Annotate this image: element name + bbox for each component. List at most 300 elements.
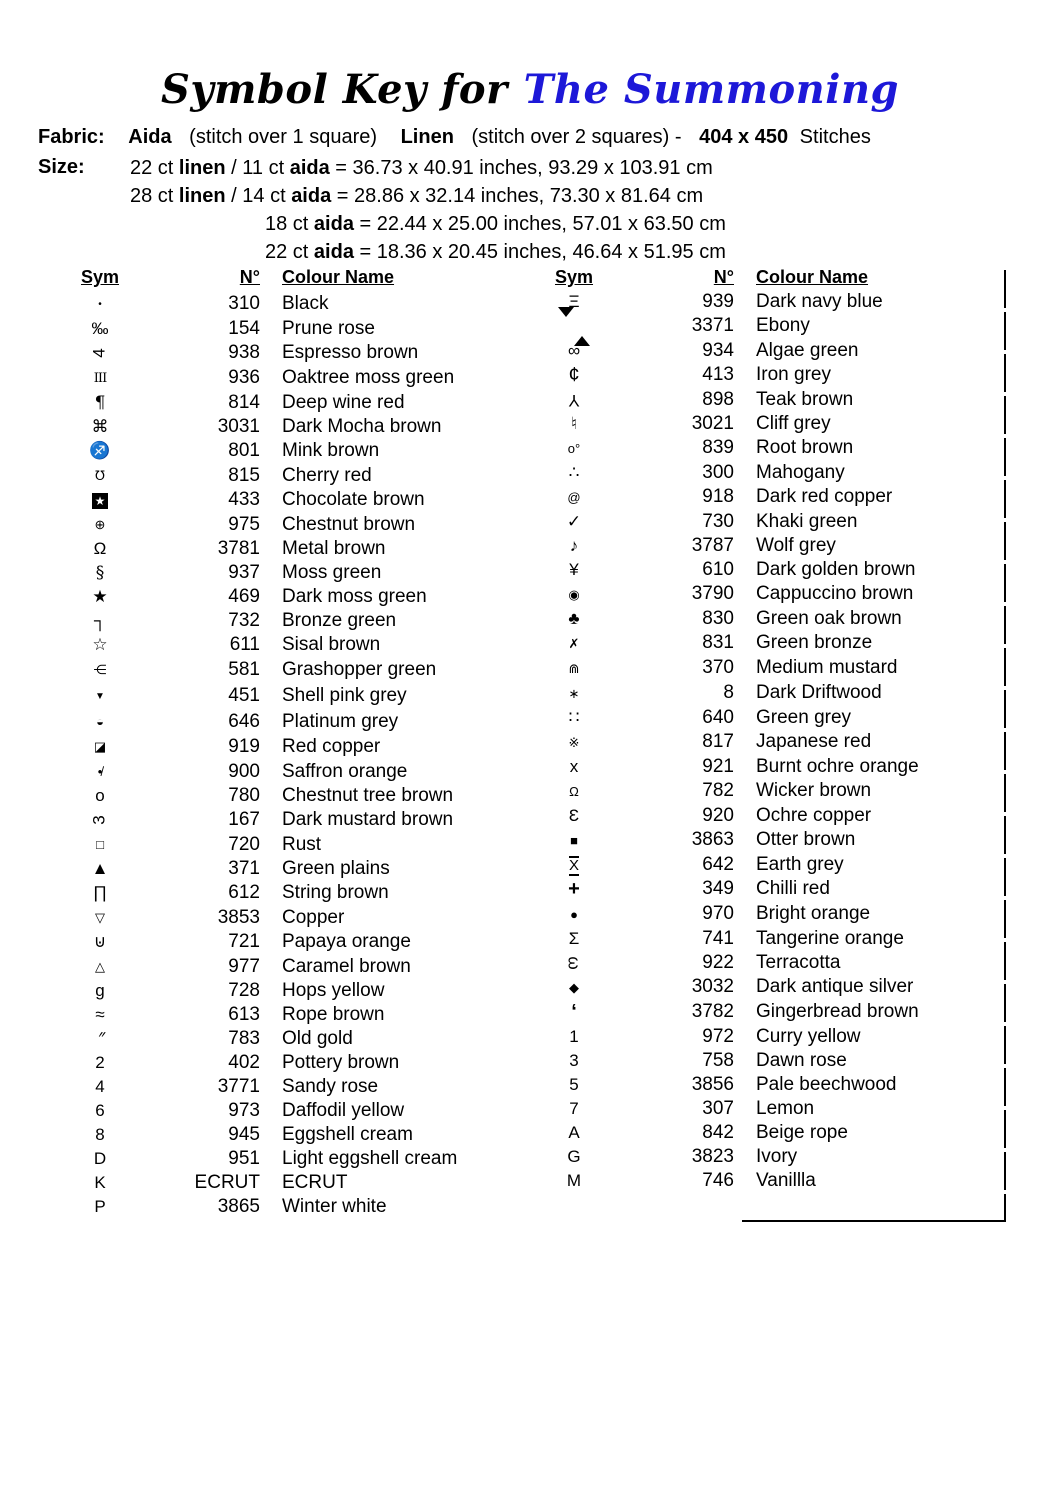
colour-name: Espresso brown [282, 342, 419, 363]
stitch-symbol: @ [567, 489, 581, 505]
colour-name: Ochre copper [756, 804, 872, 826]
colour-name: Japanese red [756, 731, 872, 753]
stitch-symbol: ⌘ [91, 417, 109, 436]
key-row [536, 927, 994, 951]
colour-name: Green grey [756, 706, 852, 728]
key-row [536, 656, 994, 681]
size-line: 22 ct linen / 11 ct aida = 36.73 x 40.91 inches, 93.29 x 103.91 cm [130, 157, 713, 179]
colour-name: Green plains [282, 858, 390, 879]
thread-number: 920 [702, 804, 734, 826]
bottom-rule [742, 1220, 1006, 1222]
header-sym: Sym [80, 267, 120, 287]
stitch-symbol: ★ [92, 493, 108, 509]
thread-number: 3781 [217, 538, 260, 559]
thread-number: 973 [228, 1100, 260, 1121]
stitch-symbol: ※ [568, 734, 580, 750]
stitch-symbol [558, 315, 590, 339]
thread-number: 720 [228, 833, 260, 855]
key-row [62, 1171, 520, 1195]
key-row [62, 512, 520, 537]
colour-name: String brown [282, 882, 389, 903]
colour-name: Vanillla [756, 1169, 816, 1191]
key-row [62, 657, 520, 682]
colour-name: Old gold [282, 1028, 353, 1049]
stitch-symbol: ∴ [568, 462, 580, 482]
stitch-symbol: ¢ [568, 363, 580, 386]
thread-number: 936 [228, 367, 260, 388]
stitch-symbol: A [568, 1122, 580, 1142]
colour-name: Ivory [756, 1145, 798, 1167]
stitch-symbol: ‰ [91, 319, 109, 338]
colour-name: Pottery brown [282, 1052, 400, 1073]
thread-number: 3790 [691, 583, 734, 605]
colour-name: Platinum grey [282, 710, 399, 732]
thread-number: 977 [228, 955, 260, 977]
thread-number: 613 [228, 1004, 260, 1025]
fabric-aida: Aida [128, 126, 172, 148]
colour-name: Terracotta [756, 951, 841, 973]
stitch-symbol: ≈ [95, 1005, 105, 1024]
key-table-right [536, 264, 994, 1193]
thread-number: 732 [228, 610, 260, 631]
colour-name: Tangerine orange [756, 927, 904, 949]
stitch-symbol: ω [565, 955, 584, 970]
thread-number: 3021 [691, 412, 734, 434]
key-row [62, 905, 520, 930]
key-row [536, 1097, 994, 1121]
key-table-header [536, 264, 994, 290]
colour-name: Dark navy blue [756, 291, 883, 312]
key-row [62, 290, 520, 317]
colour-name: Red copper [282, 735, 381, 757]
thread-number: 3032 [691, 976, 734, 998]
key-row [536, 461, 994, 485]
colour-name: Dark Driftwood [756, 682, 882, 704]
stitch-symbol: ∏ [93, 883, 107, 902]
colour-name: Saffron orange [282, 760, 408, 782]
thread-number: 721 [228, 931, 260, 952]
colour-name: Green oak brown [756, 607, 902, 629]
key-row [536, 755, 994, 779]
stitch-symbol: ◒ [96, 714, 104, 729]
fabric-linen: Linen [400, 126, 454, 148]
stitch-symbol: ″ [92, 1029, 108, 1048]
stitch-symbol: ⋲ [93, 662, 107, 677]
colour-name: Eggshell cream [282, 1124, 413, 1145]
stitch-symbol: ⊕ [94, 517, 106, 532]
key-row [536, 779, 994, 804]
colour-name: Chestnut brown [282, 513, 416, 535]
colour-name: Khaki green [756, 510, 858, 532]
key-row [62, 317, 520, 341]
thread-number: 975 [228, 513, 260, 535]
colour-name: Otter brown [756, 829, 856, 851]
colour-name: Rust [282, 833, 322, 855]
colour-name: Sisal brown [282, 634, 381, 655]
colour-name: Dark moss green [282, 586, 427, 607]
key-row [62, 1075, 520, 1099]
colour-name: Medium mustard [756, 657, 898, 679]
key-row [62, 857, 520, 881]
header-number: N° [713, 267, 734, 287]
page-title [0, 66, 1060, 113]
colour-name: Cappuccino brown [756, 583, 914, 605]
key-row [62, 1027, 520, 1051]
key-row [62, 439, 520, 463]
thread-number: 611 [229, 634, 260, 655]
stitch-symbol: △ [95, 959, 105, 974]
colour-name: Bronze green [282, 610, 397, 631]
thread-number: 310 [228, 292, 260, 314]
key-row [536, 363, 994, 388]
header-sym: Sym [554, 267, 594, 287]
stitch-symbol: Ɛ [568, 805, 580, 825]
stitch-symbol: • [98, 299, 102, 310]
key-row [536, 510, 994, 534]
key-row [62, 1195, 520, 1219]
key-row [62, 365, 520, 391]
thread-number: 349 [702, 878, 734, 900]
colour-name: Burnt ochre orange [756, 755, 919, 777]
thread-number: 922 [702, 951, 734, 973]
key-row [536, 388, 994, 412]
key-row [536, 1000, 994, 1025]
thread-number: 801 [228, 440, 260, 461]
colour-name: Oaktree moss green [282, 367, 455, 388]
fabric-label: Fabric: [38, 126, 105, 148]
key-row [62, 930, 520, 954]
header-colour-name: Colour Name [756, 267, 869, 287]
stitch-symbol: ∗ [568, 685, 580, 701]
stitch-symbol: 4 [95, 1077, 105, 1096]
thread-number: 3787 [691, 534, 734, 556]
key-row [62, 633, 520, 657]
key-row [62, 488, 520, 512]
thread-number: 746 [702, 1169, 734, 1191]
stitch-symbol: g [95, 981, 105, 1000]
stitch-symbol: ◪ [93, 739, 107, 754]
key-row [62, 1051, 520, 1075]
thread-number: 3856 [691, 1073, 734, 1095]
stitch-symbol: ℧ [95, 468, 105, 483]
thread-number: 642 [702, 853, 734, 875]
stitch-symbol: 8 [95, 1125, 105, 1144]
stitch-symbol: M [566, 1170, 582, 1190]
stitch-symbol: ¥ [569, 559, 579, 579]
stitch-symbol: P [94, 1197, 106, 1216]
key-row [536, 951, 994, 975]
key-row [536, 706, 994, 730]
thread-number: 814 [228, 392, 260, 413]
colour-name: Hops yellow [282, 980, 385, 1001]
thread-number: 3865 [217, 1196, 260, 1217]
key-row [62, 808, 520, 832]
thread-number: 3823 [691, 1145, 734, 1167]
size-line: 18 ct aida = 22.44 x 25.00 inches, 57.01 x 63.50 cm [265, 213, 726, 235]
colour-name: Black [282, 292, 329, 314]
stitch-symbol: Y [568, 390, 580, 410]
colour-name: Beige rope [756, 1121, 848, 1143]
thread-number: 646 [228, 710, 260, 732]
stitch-symbol: Ω [93, 539, 107, 558]
stitch-symbol: ▼ [95, 691, 105, 702]
title-accent: The Summoning [523, 66, 900, 113]
colour-name: Green bronze [756, 632, 873, 654]
thread-number: 817 [702, 731, 734, 753]
colour-name: Daffodil yellow [282, 1100, 405, 1121]
thread-number: 782 [702, 780, 734, 802]
stitch-symbol: § [95, 563, 105, 583]
key-table-header [62, 264, 520, 290]
stitch-symbol: ✓ [566, 511, 582, 531]
thread-number: 3782 [691, 1001, 734, 1023]
stitch-symbol: ⋒ [568, 660, 580, 676]
stitch-symbol: □ [96, 837, 104, 852]
header-number: N° [239, 267, 260, 287]
key-row [536, 1121, 994, 1145]
key-row [536, 314, 994, 339]
colour-name: Ebony [756, 315, 810, 337]
stitch-symbol: o [95, 786, 105, 805]
thread-number: 371 [228, 858, 260, 879]
stitch-symbol: ♣ [568, 608, 580, 628]
thread-number: 919 [228, 735, 260, 757]
thread-number: 3853 [217, 906, 260, 928]
thread-number: 413 [702, 364, 734, 386]
colour-name: Mahogany [756, 461, 845, 483]
thread-number: 307 [702, 1097, 734, 1119]
colour-name: ECRUT [282, 1172, 348, 1193]
thread-number: 728 [228, 980, 260, 1001]
stitch-symbol: G [567, 1146, 581, 1166]
stitch-symbol: ♪ [569, 535, 579, 555]
key-row [536, 631, 994, 656]
key-row [62, 954, 520, 979]
stitch-symbol: 2 [95, 1053, 105, 1072]
stitch-symbol: III [93, 371, 107, 386]
thread-number: 783 [228, 1028, 260, 1049]
thread-number: 839 [702, 437, 734, 459]
key-row [536, 436, 994, 461]
colour-name: Lemon [756, 1097, 815, 1119]
thread-number: 3371 [691, 315, 734, 337]
thread-number: 972 [702, 1025, 734, 1047]
colour-name: Gingerbread brown [756, 1001, 919, 1023]
key-row [536, 902, 994, 927]
key-row [62, 1147, 520, 1171]
stitch-symbol: x [569, 756, 579, 776]
stitch-symbol: 7 [569, 1098, 579, 1118]
thread-number: 154 [228, 318, 260, 339]
key-row [536, 412, 994, 436]
colour-name: Papaya orange [282, 931, 411, 952]
key-row [536, 1049, 994, 1073]
key-row [536, 730, 994, 755]
stitch-symbol: ★ [92, 587, 108, 606]
size-label: Size: [38, 156, 85, 178]
colour-name: Dark red copper [756, 486, 893, 508]
stitch-symbol: ◆ [569, 979, 579, 995]
stitch-symbol: o° [567, 440, 581, 456]
key-row [62, 391, 520, 415]
stitch-symbol: ‘ [571, 1000, 577, 1023]
stitch-symbol: D [93, 1149, 107, 1168]
thread-number: 3771 [217, 1076, 260, 1097]
key-row [536, 853, 994, 877]
stitch-symbol: ⊍ [93, 932, 107, 951]
key-row [62, 537, 520, 561]
stitch-symbol: ¶ [94, 393, 106, 413]
colour-name: Algae green [756, 339, 859, 361]
thread-number: 900 [228, 760, 260, 782]
thread-number: 815 [228, 464, 260, 486]
colour-name: Cliff grey [756, 412, 831, 434]
colour-name: Iron grey [756, 364, 831, 386]
key-row [62, 561, 520, 585]
page-edge-dashed-line [1004, 270, 1006, 1222]
thread-number: 469 [228, 586, 260, 607]
stitch-symbol: Ξ [568, 292, 580, 311]
thread-number: 934 [702, 339, 734, 361]
colour-name: Dark antique silver [756, 976, 914, 998]
thread-number: 937 [228, 562, 260, 583]
colour-name: Prune rose [282, 318, 375, 339]
key-row [536, 290, 994, 314]
key-row [62, 709, 520, 734]
key-row [536, 681, 994, 706]
thread-number: 951 [228, 1148, 260, 1169]
colour-name: Sandy rose [282, 1076, 379, 1097]
fabric-info [38, 126, 871, 149]
thread-number: 945 [228, 1124, 260, 1145]
stitch-symbol: 4 [90, 348, 109, 358]
thread-number: 730 [702, 510, 734, 532]
stitch-symbol: ◉ [568, 586, 580, 602]
thread-number: 3031 [217, 416, 260, 437]
stitch-symbol: ♐ [89, 441, 111, 460]
thread-number: 581 [228, 658, 260, 680]
key-row [62, 682, 520, 709]
key-row [536, 828, 994, 853]
colour-name: Chocolate brown [282, 489, 425, 510]
key-row [62, 734, 520, 759]
thread-number: 3863 [691, 829, 734, 851]
colour-name: Metal brown [282, 538, 386, 559]
thread-number: 300 [702, 461, 734, 483]
stitch-symbol: ♮ [570, 413, 578, 433]
key-row [536, 339, 994, 363]
stitch-symbol: 6 [95, 1101, 105, 1120]
key-row [536, 1169, 994, 1193]
thread-number: 842 [702, 1121, 734, 1143]
stitch-symbol: 3 [90, 815, 109, 825]
thread-number: 938 [228, 342, 260, 363]
thread-number: 612 [228, 882, 260, 903]
colour-name: Earth grey [756, 853, 844, 875]
key-row [62, 341, 520, 365]
thread-number: 831 [702, 632, 734, 654]
key-row [62, 585, 520, 609]
key-row [62, 1123, 520, 1147]
stitch-symbol: 5 [569, 1074, 579, 1094]
stitch-symbol: X [568, 856, 579, 874]
thread-number: 167 [228, 809, 260, 830]
thread-number: 402 [228, 1052, 260, 1073]
thread-number: 741 [702, 927, 734, 949]
fabric-linen-note: (stitch over 2 squares) - [471, 126, 682, 148]
key-row [536, 534, 994, 558]
colour-name: Caramel brown [282, 955, 411, 977]
stitch-symbol: ● [570, 906, 578, 922]
thread-number: 370 [702, 657, 734, 679]
colour-name: Cherry red [282, 464, 372, 486]
key-table-left [62, 264, 520, 1219]
colour-name: Moss green [282, 562, 382, 583]
colour-name: Rope brown [282, 1004, 385, 1025]
colour-name: Grashopper green [282, 658, 437, 680]
stitch-symbol: ■ [570, 832, 578, 848]
stitch-symbol: 3 [569, 1050, 579, 1070]
key-row [62, 832, 520, 857]
stitch-symbol: Σ [568, 928, 580, 948]
key-row [536, 1025, 994, 1049]
colour-name: Deep wine red [282, 392, 405, 413]
key-row [62, 609, 520, 633]
thread-number: 830 [702, 607, 734, 629]
key-row [62, 784, 520, 808]
colour-name: Chilli red [756, 878, 830, 900]
size-line: 22 ct aida = 18.36 x 20.45 inches, 46.64 x 51.95 cm [265, 241, 726, 263]
colour-name: Curry yellow [756, 1025, 861, 1047]
thread-number: 898 [702, 388, 734, 410]
thread-number: 433 [228, 489, 260, 510]
thread-number: ECRUT [194, 1172, 260, 1193]
stitch-symbol: ▽ [95, 910, 105, 925]
key-row [536, 975, 994, 1000]
size-info [130, 154, 726, 266]
thread-number: 8 [723, 682, 734, 704]
colour-name: Light eggshell cream [282, 1148, 458, 1169]
colour-name: Dark golden brown [756, 558, 916, 580]
stitch-symbol: ┐ [93, 611, 107, 630]
colour-name: Chestnut tree brown [282, 785, 454, 806]
stitch-symbol: Ω [569, 783, 579, 799]
key-row [62, 463, 520, 488]
colour-name: Copper [282, 906, 345, 928]
fabric-aida-note: (stitch over 1 square) [189, 126, 378, 148]
stitch-symbol: 1 [569, 1026, 579, 1046]
stitch-symbol: ∞ [567, 340, 581, 360]
colour-name: Dark Mocha brown [282, 416, 442, 437]
colour-name: Dawn rose [756, 1049, 847, 1071]
key-row [62, 1003, 520, 1027]
thread-number: 610 [702, 558, 734, 580]
stitch-symbol: ∷ [568, 707, 580, 727]
key-row [536, 582, 994, 607]
key-row [536, 804, 994, 828]
stitch-symbol: + [568, 877, 580, 900]
key-row [62, 1099, 520, 1123]
colour-name: Root brown [756, 437, 854, 459]
stitch-suffix: Stitches [799, 126, 871, 148]
page-title-black: Symbol Key for [160, 66, 508, 113]
key-row [536, 877, 994, 902]
size-line: 28 ct linen / 14 ct aida = 28.86 x 32.14 inches, 73.30 x 81.64 cm [130, 185, 704, 207]
key-row [62, 881, 520, 905]
stitch-symbol: ▲ [91, 859, 109, 878]
thread-number: 780 [228, 785, 260, 806]
colour-name: Dark mustard brown [282, 809, 454, 830]
